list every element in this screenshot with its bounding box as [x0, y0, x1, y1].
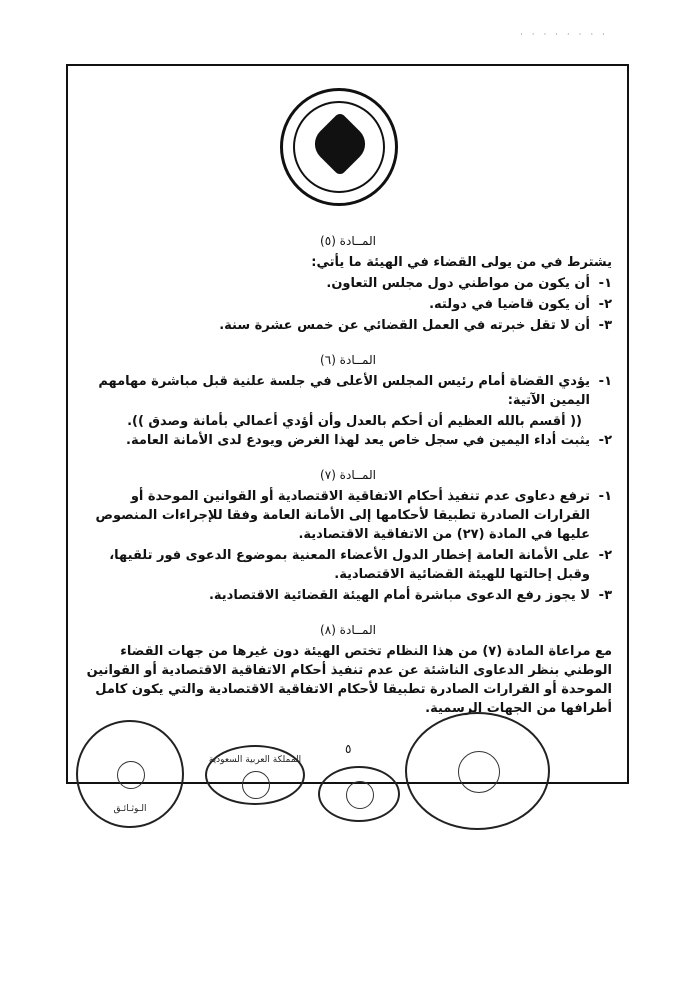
list-item	[84, 372, 612, 410]
item-text: على الأمانة العامة إخطار الدول الأعضاء المعنية بموضوع الدعوى فور تلقيها، وقبل إحالتها للهيئة القضائية الاقتصادية.	[109, 548, 590, 582]
saudi-seal-stamp	[205, 745, 305, 805]
seal-text: الـوثـائـق	[113, 804, 147, 814]
palm-emblem-icon	[117, 761, 145, 789]
seal-text: المملكة العربية السعودية	[208, 755, 302, 765]
item-number: ١-	[598, 374, 612, 389]
article-items	[84, 274, 612, 335]
item-number: ٢-	[598, 297, 612, 312]
signature-seal-stamp	[318, 766, 400, 822]
gcc-emblem-icon	[280, 88, 398, 206]
item-number: ٢-	[598, 548, 612, 563]
item-text: أن يكون من مواطني دول مجلس التعاون.	[326, 276, 590, 291]
article-items	[84, 487, 612, 605]
oath-text: (( أقسم بالله العظيم أن أحكم بالعدل وأن أؤدي أعمالي بأمانة وصدق )).	[127, 414, 582, 429]
article-title: المــادة (٥)	[320, 234, 376, 248]
item-number: ٣-	[598, 588, 612, 603]
palm-emblem-icon	[346, 781, 374, 809]
article-title: المــادة (٨)	[320, 623, 376, 637]
council-seal-stamp	[76, 720, 184, 828]
article-7	[84, 466, 612, 605]
scan-noise: · · · · · · · ·	[520, 30, 608, 40]
list-item	[84, 586, 612, 605]
list-item	[84, 316, 612, 335]
article-items	[84, 372, 612, 410]
list-item	[84, 295, 612, 314]
item-text: أن لا تقل خبرته في العمل القضائي عن خمس عشرة سنة.	[219, 318, 590, 333]
item-number: ٢-	[598, 433, 612, 448]
document-body	[84, 232, 612, 734]
gcc-seal-stamp	[405, 712, 550, 830]
palm-emblem-icon	[242, 771, 270, 799]
item-text: لا يجوز رفع الدعوى مباشرة أمام الهيئة القضائية الاقتصادية.	[208, 588, 590, 603]
item-text: ترفع دعاوى عدم تنفيذ أحكام الاتفاقية الاقتصادية أو القوانين الموحدة أو القرارات الصادرة تطبيقا لأحكامها إلى الأمانة العامة وفقا للإجراءات المنصوص عليها في المادة (٢٧) من الاتفاقية الاقتصادية.	[95, 489, 590, 542]
gcc-emblem-icon	[458, 751, 500, 793]
list-item	[84, 487, 612, 544]
item-text: أن يكون قاضيا في دولته.	[429, 297, 590, 312]
list-item	[84, 546, 612, 584]
item-number: ٣-	[598, 318, 612, 333]
page-number: ٥	[345, 742, 352, 756]
item-text: يؤدي القضاة أمام رئيس المجلس الأعلى في جلسة علنية قبل مباشرة مهامهم اليمين الآتية:	[98, 374, 590, 408]
article-title: المــادة (٧)	[320, 468, 376, 482]
item-text: يثبت أداء اليمين في سجل خاص يعد لهذا الغرض ويودع لدى الأمانة العامة.	[126, 433, 590, 448]
article-5	[84, 232, 612, 335]
list-item	[84, 274, 612, 293]
article-intro: يشترط في من يولى القضاء في الهيئة ما يأتي:	[311, 255, 612, 270]
article-title: المــادة (٦)	[320, 353, 376, 367]
list-item	[84, 431, 612, 450]
article-paragraph: مع مراعاة المادة (٧) من هذا النظام تختص الهيئة دون غيرها من جهات القضاء الوطني بنظر الدعاوى الناشئة عن عدم تنفيذ أحكام الاتفاقية الاقتصادية أو القوانين الموحدة أو القرارات الصادرة تطبيقا لأحكام الاتفاقية الاقتصادية والتي يكون كامل أطرافها من الجهات الرسمية.	[86, 644, 612, 716]
article-items	[84, 431, 612, 450]
article-6	[84, 351, 612, 450]
item-number: ١-	[598, 489, 612, 504]
article-8	[84, 621, 612, 718]
item-number: ١-	[598, 276, 612, 291]
